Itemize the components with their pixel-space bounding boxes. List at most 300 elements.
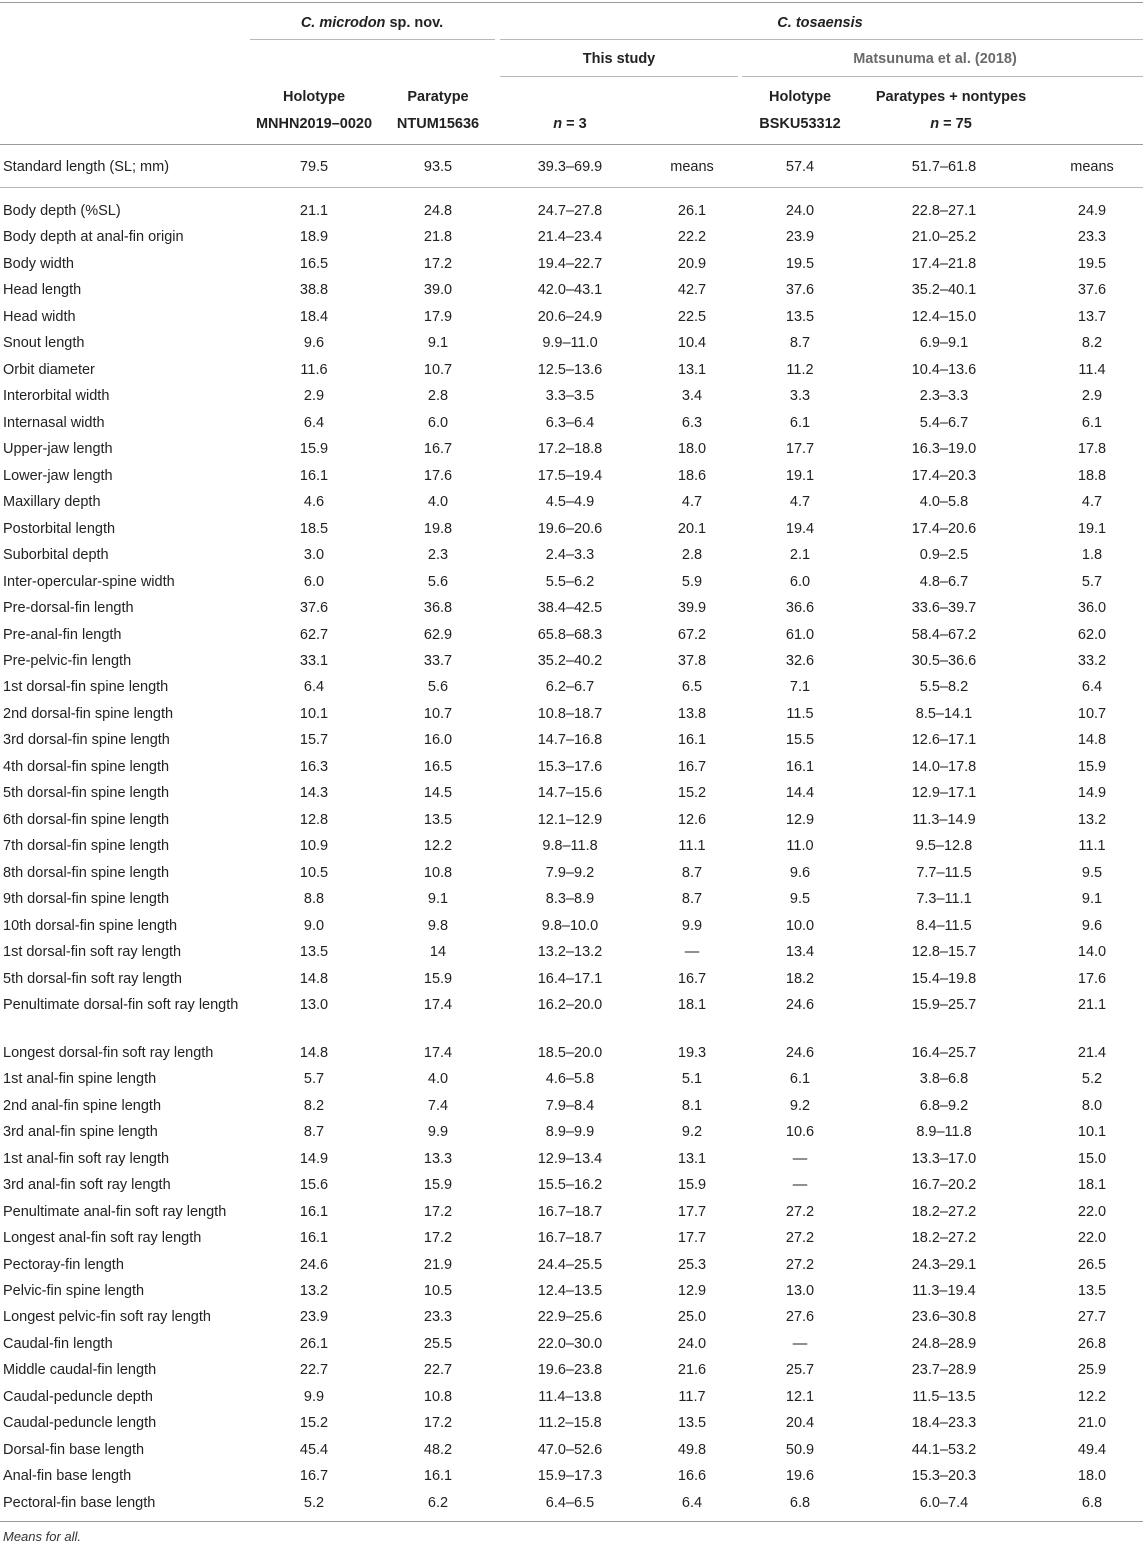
cell-this-study-mean: 12.6 (677, 812, 707, 828)
cell-paratypes-mean: 17.8 (1077, 441, 1107, 457)
cell-holotype-b: 12.9 (785, 812, 815, 828)
cell-this-study-mean: 9.9 (681, 918, 703, 934)
cell-holotype-a: 15.9 (299, 441, 329, 457)
cell-holotype-b: 13.4 (785, 944, 815, 960)
table-row (0, 889, 1143, 915)
cell-this-study-range: 3.3–3.5 (545, 388, 595, 404)
table-row (0, 863, 1143, 889)
cell-paratypes-range: 51.7–61.8 (911, 159, 977, 175)
table-row (0, 1387, 1143, 1413)
cell-this-study-range: 9.9–11.0 (542, 335, 598, 351)
table-bottom-rule (0, 1521, 1143, 1522)
row-label: Caudal-fin length (3, 1336, 113, 1352)
cell-paratype: 10.5 (423, 1283, 453, 1299)
cell-holotype-a: 62.7 (299, 627, 329, 643)
cell-paratype: 17.2 (423, 256, 453, 272)
cell-holotype-b: 24.0 (785, 203, 815, 219)
row-label: Pectoray-fin length (3, 1257, 124, 1273)
cell-paratypes-range: 23.6–30.8 (911, 1309, 977, 1325)
table-row (0, 1466, 1143, 1492)
table-row (0, 1440, 1143, 1466)
cell-holotype-a: 22.7 (299, 1362, 329, 1378)
cell-paratype: 5.6 (427, 574, 449, 590)
cell-paratypes-range: 8.9–11.8 (916, 1124, 972, 1140)
cell-this-study-range: 6.3–6.4 (545, 415, 595, 431)
cell-this-study-range: 15.3–17.6 (537, 759, 603, 775)
cell-paratypes-mean: 22.0 (1077, 1230, 1107, 1246)
table-row (0, 995, 1143, 1021)
table-row (0, 1493, 1143, 1519)
cell-paratypes-range: 16.3–19.0 (911, 441, 977, 457)
cell-paratypes-mean: 21.0 (1077, 1415, 1107, 1431)
col-holotype-b-line1: Holotype (768, 89, 832, 105)
cell-holotype-b: 19.5 (785, 256, 815, 272)
table-row (0, 1334, 1143, 1360)
row-label: 3rd anal-fin spine length (3, 1124, 158, 1140)
row-label: 1st anal-fin spine length (3, 1071, 157, 1087)
cell-paratype: 13.5 (423, 812, 453, 828)
row-label: Maxillary depth (3, 494, 101, 510)
table-row (0, 307, 1143, 333)
col-paratype-line2: NTUM15636 (396, 116, 480, 132)
row-label: 3rd dorsal-fin spine length (3, 732, 170, 748)
cell-holotype-b: 9.2 (789, 1098, 811, 1114)
cell-paratypes-range: 3.8–6.8 (919, 1071, 969, 1087)
cell-this-study-range: 8.3–8.9 (545, 891, 595, 907)
cell-this-study-range: 15.5–16.2 (537, 1177, 603, 1193)
table-row (0, 1122, 1143, 1148)
cell-paratypes-mean: 21.4 (1077, 1045, 1107, 1061)
cell-paratypes-mean: 10.7 (1077, 706, 1107, 722)
table-row (0, 1043, 1143, 1069)
cell-paratype: 10.7 (423, 706, 453, 722)
cell-paratype: 15.9 (423, 1177, 453, 1193)
cell-paratype: 12.2 (423, 838, 453, 854)
cell-paratype: 17.4 (423, 997, 453, 1013)
cell-holotype-b: 6.1 (789, 415, 811, 431)
cell-this-study-mean: 21.6 (677, 1362, 707, 1378)
cell-paratypes-range: 4.8–6.7 (919, 574, 969, 590)
table-row (0, 730, 1143, 756)
cell-holotype-b: 13.0 (785, 1283, 815, 1299)
cell-paratype: 15.9 (423, 971, 453, 987)
cell-this-study-range: 6.2–6.7 (545, 679, 595, 695)
row-label: Body width (3, 256, 74, 272)
cell-holotype-a: 16.1 (299, 1204, 329, 1220)
cell-this-study-mean: 6.4 (681, 1495, 703, 1511)
table-row (0, 783, 1143, 809)
cell-paratypes-range: 9.5–12.8 (915, 838, 973, 854)
table-row (0, 413, 1143, 439)
cell-paratypes-mean: 5.7 (1081, 574, 1103, 590)
cell-paratypes-mean: 14.8 (1077, 732, 1107, 748)
cell-this-study-range: 24.7–27.8 (537, 203, 603, 219)
cell-holotype-b: 10.0 (785, 918, 815, 934)
table-row (0, 1281, 1143, 1307)
cell-paratype: 10.8 (423, 865, 453, 881)
cell-this-study-range: 4.6–5.8 (545, 1071, 595, 1087)
cell-holotype-b: 37.6 (785, 282, 815, 298)
group-header-c-microdon: C. microdon sp. nov. (300, 15, 444, 31)
cell-paratypes-mean: 26.8 (1077, 1336, 1107, 1352)
row-label: Pelvic-fin spine length (3, 1283, 145, 1299)
cell-this-study-mean: 15.9 (677, 1177, 707, 1193)
row-label: 6th dorsal-fin spine length (3, 812, 170, 828)
row-label: 1st dorsal-fin soft ray length (3, 944, 182, 960)
cell-paratype: 9.8 (427, 918, 449, 934)
row-label: Middle caudal-fin length (3, 1362, 157, 1378)
cell-paratypes-range: 2.3–3.3 (919, 388, 969, 404)
cell-paratypes-range: 17.4–20.6 (911, 521, 977, 537)
cell-holotype-b: 2.1 (789, 547, 811, 563)
row-label: 7th dorsal-fin spine length (3, 838, 170, 854)
cell-this-study-mean: 22.5 (677, 309, 707, 325)
cell-this-study-mean: 16.1 (677, 732, 707, 748)
cell-paratypes-mean: 18.8 (1077, 468, 1107, 484)
row-label: Caudal-peduncle length (3, 1415, 157, 1431)
cell-paratypes-mean: 9.1 (1081, 891, 1103, 907)
cell-this-study-mean: 10.4 (677, 335, 707, 351)
cell-paratype: 62.9 (423, 627, 453, 643)
cell-holotype-a: 8.2 (303, 1098, 325, 1114)
cell-paratype: 36.8 (423, 600, 453, 616)
cell-paratypes-mean: 11.1 (1078, 838, 1106, 854)
cell-paratypes-range: 22.8–27.1 (911, 203, 977, 219)
cell-paratype: 16.1 (423, 1468, 453, 1484)
cell-holotype-b: 8.7 (789, 335, 811, 351)
cell-paratypes-range: 18.2–27.2 (911, 1230, 977, 1246)
cell-paratypes-range: 24.3–29.1 (911, 1257, 977, 1273)
cell-holotype-b: 36.6 (785, 600, 815, 616)
row-label: Orbit diameter (3, 362, 95, 378)
row-label: Standard length (SL; mm) (3, 159, 170, 175)
cell-holotype-b: 25.7 (785, 1362, 815, 1378)
cell-paratype: 7.4 (427, 1098, 449, 1114)
row-label: Dorsal-fin base length (3, 1442, 145, 1458)
cell-paratypes-mean: 25.9 (1077, 1362, 1107, 1378)
group-header-c-tosaensis: C. tosaensis (777, 15, 863, 31)
cell-paratypes-mean: 33.2 (1077, 653, 1107, 669)
table-row (0, 1202, 1143, 1228)
cell-paratypes-range: 14.0–17.8 (911, 759, 977, 775)
cell-paratypes-range: 0.9–2.5 (919, 547, 969, 563)
subheader-this-study: This study (582, 51, 656, 67)
cell-this-study-range: 6.4–6.5 (545, 1495, 595, 1511)
cell-paratypes-mean: 5.2 (1081, 1071, 1103, 1087)
cell-holotype-a: 23.9 (299, 1309, 329, 1325)
cell-this-study-mean: 3.4 (681, 388, 703, 404)
cell-this-study-mean: 16.7 (677, 759, 707, 775)
cell-this-study-mean: 17.7 (677, 1204, 707, 1220)
cell-holotype-b: 6.1 (789, 1071, 811, 1087)
cell-paratypes-mean: 9.6 (1081, 918, 1103, 934)
cell-paratypes-range: 10.4–13.6 (911, 362, 977, 378)
cell-holotype-b: 18.2 (785, 971, 815, 987)
cell-holotype-a: 38.8 (299, 282, 329, 298)
cell-this-study-mean: 11.7 (678, 1389, 706, 1405)
row-label: Head length (3, 282, 82, 298)
cell-paratypes-mean: 13.5 (1077, 1283, 1107, 1299)
cell-holotype-b: 27.2 (785, 1257, 815, 1273)
cell-holotype-a: 5.2 (303, 1495, 325, 1511)
cell-holotype-a: 6.4 (303, 679, 325, 695)
cell-paratypes-range: 6.8–9.2 (919, 1098, 969, 1114)
row-label: Caudal-peduncle depth (3, 1389, 153, 1405)
cell-this-study-mean: 67.2 (677, 627, 707, 643)
cell-paratypes-range: 12.4–15.0 (911, 309, 977, 325)
cell-this-study-range: 17.5–19.4 (537, 468, 603, 484)
cell-this-study-range: 24.4–25.5 (537, 1257, 603, 1273)
cell-holotype-a: 14.9 (299, 1151, 329, 1167)
cell-holotype-b: 6.8 (789, 1495, 811, 1511)
cell-paratype: 5.6 (427, 679, 449, 695)
cell-this-study-range: 11.2–15.8 (538, 1415, 602, 1431)
cell-this-study-mean: 13.1 (677, 1151, 707, 1167)
cell-holotype-a: 18.4 (299, 309, 329, 325)
cell-holotype-a: 5.7 (303, 1071, 325, 1087)
cell-this-study-mean: 4.7 (681, 494, 703, 510)
cell-paratypes-mean: 27.7 (1077, 1309, 1107, 1325)
cell-holotype-a: 33.1 (299, 653, 329, 669)
row-label: Lower-jaw length (3, 468, 113, 484)
cell-this-study-range: 18.5–20.0 (537, 1045, 603, 1061)
table-row (0, 916, 1143, 942)
cell-this-study-range: 47.0–52.6 (537, 1442, 603, 1458)
row-label: Pre-anal-fin length (3, 627, 122, 643)
table-row (0, 1228, 1143, 1254)
cell-this-study-mean: 49.8 (677, 1442, 707, 1458)
cell-paratypes-range: 4.0–5.8 (919, 494, 969, 510)
cell-this-study-range: 2.4–3.3 (545, 547, 595, 563)
cell-holotype-b: 32.6 (785, 653, 815, 669)
cell-holotype-a: 8.8 (303, 891, 325, 907)
cell-paratype: 19.8 (423, 521, 453, 537)
table-row (0, 969, 1143, 995)
cell-holotype-a: 6.4 (303, 415, 325, 431)
cell-paratypes-range: 12.9–17.1 (911, 785, 977, 801)
cell-paratype: 24.8 (423, 203, 453, 219)
cell-paratypes-range: 5.4–6.7 (919, 415, 969, 431)
cell-holotype-a: 16.1 (299, 468, 329, 484)
cell-this-study-mean: 8.7 (681, 865, 703, 881)
cell-this-study-range: 38.4–42.5 (537, 600, 603, 616)
cell-holotype-b: 23.9 (785, 229, 815, 245)
cell-this-study-mean: 6.5 (681, 679, 703, 695)
cell-paratypes-mean: 37.6 (1077, 282, 1107, 298)
cell-paratypes-mean: 36.0 (1077, 600, 1107, 616)
cell-paratypes-mean: 19.5 (1077, 256, 1107, 272)
cell-this-study-mean: — (684, 944, 700, 960)
cell-holotype-b: 24.6 (785, 997, 815, 1013)
row-label: Upper-jaw length (3, 441, 113, 457)
row-label: Pre-pelvic-fin length (3, 653, 132, 669)
cell-this-study-range: 16.4–17.1 (537, 971, 603, 987)
table-row (0, 1175, 1143, 1201)
cell-paratype: 17.2 (423, 1204, 453, 1220)
table-row (0, 280, 1143, 306)
cell-holotype-b: — (792, 1177, 808, 1193)
cell-holotype-a: 16.3 (299, 759, 329, 775)
cell-paratypes-mean: 14.9 (1077, 785, 1107, 801)
cell-paratypes-mean: 21.1 (1077, 997, 1107, 1013)
row-label: Pre-dorsal-fin length (3, 600, 134, 616)
cell-holotype-a: 24.6 (299, 1257, 329, 1273)
cell-holotype-a: 6.0 (303, 574, 325, 590)
cell-paratype: 6.2 (427, 1495, 449, 1511)
row-label: 4th dorsal-fin spine length (3, 759, 170, 775)
cell-holotype-b: 6.0 (789, 574, 811, 590)
row-label: Body depth (%SL) (3, 203, 121, 219)
cell-holotype-a: 10.9 (299, 838, 329, 854)
col-holotype-a-line2: MNHN2019–0020 (255, 116, 373, 132)
cell-holotype-b: 11.0 (786, 838, 814, 854)
cell-holotype-b: 61.0 (785, 627, 815, 643)
cell-this-study-mean: 16.6 (677, 1468, 707, 1484)
cell-holotype-a: 12.8 (299, 812, 329, 828)
cell-holotype-a: 9.0 (303, 918, 325, 934)
table-row (0, 572, 1143, 598)
cell-this-study-range: 22.0–30.0 (537, 1336, 603, 1352)
table-row (0, 836, 1143, 862)
cell-holotype-b: 12.1 (785, 1389, 815, 1405)
table-row (0, 598, 1143, 624)
table-row (0, 677, 1143, 703)
cell-holotype-b: 20.4 (785, 1415, 815, 1431)
cell-this-study-mean: 25.3 (677, 1257, 707, 1273)
col-paratypes-line1: Paratypes + nontypes (875, 89, 1027, 105)
col-this-study-n: n = 3 (553, 116, 587, 132)
cell-this-study-range: 19.4–22.7 (537, 256, 603, 272)
cell-this-study-mean: 42.7 (677, 282, 707, 298)
cell-paratype: 21.8 (423, 229, 453, 245)
cell-this-study-range: 16.7–18.7 (537, 1230, 603, 1246)
cell-paratypes-mean: 11.4 (1078, 362, 1106, 378)
cell-holotype-b: 27.2 (785, 1204, 815, 1220)
row-label: Pectoral-fin base length (3, 1495, 156, 1511)
table-row (0, 1360, 1143, 1386)
cell-this-study-range: 16.7–18.7 (537, 1204, 603, 1220)
cell-holotype-b: 10.6 (785, 1124, 815, 1140)
cell-holotype-b: 15.5 (785, 732, 815, 748)
cell-holotype-a: 10.5 (299, 865, 329, 881)
cell-paratype: 17.2 (423, 1230, 453, 1246)
cell-paratypes-mean: 24.9 (1077, 203, 1107, 219)
cell-paratype: 21.9 (423, 1257, 453, 1273)
row-label: 2nd dorsal-fin spine length (3, 706, 174, 722)
cell-this-study-mean: 18.0 (677, 441, 707, 457)
cell-paratypes-range: 17.4–20.3 (911, 468, 977, 484)
cell-this-study-range: 7.9–8.4 (545, 1098, 595, 1114)
cell-this-study-range: 19.6–23.8 (537, 1362, 603, 1378)
cell-this-study-mean: 18.6 (677, 468, 707, 484)
row-label: 3rd anal-fin soft ray length (3, 1177, 171, 1193)
row-label: 8th dorsal-fin spine length (3, 865, 170, 881)
cell-this-study-mean: 13.1 (677, 362, 707, 378)
cell-this-study-range: 39.3–69.9 (537, 159, 603, 175)
cell-paratype: 4.0 (427, 1071, 449, 1087)
cell-this-study-mean: 8.1 (681, 1098, 703, 1114)
cell-paratypes-mean: 13.7 (1077, 309, 1107, 325)
row-label: Snout length (3, 335, 85, 351)
cell-paratype: 9.1 (427, 335, 449, 351)
cell-this-study-mean: 8.7 (681, 891, 703, 907)
cell-this-study-range: 5.5–6.2 (545, 574, 595, 590)
cell-paratypes-range: 30.5–36.6 (911, 653, 977, 669)
cell-this-study-range: 10.8–18.7 (537, 706, 603, 722)
row-label: Inter-opercular-spine width (3, 574, 175, 590)
cell-paratypes-mean: 62.0 (1077, 627, 1107, 643)
row-label: Penultimate anal-fin soft ray length (3, 1204, 227, 1220)
cell-this-study-mean: 13.8 (677, 706, 707, 722)
cell-this-study-range: 14.7–15.6 (537, 785, 603, 801)
cell-holotype-b: 24.6 (785, 1045, 815, 1061)
row-label: Longest anal-fin soft ray length (3, 1230, 202, 1246)
table-row (0, 651, 1143, 677)
cell-this-study-mean: means (670, 159, 714, 175)
cell-holotype-a: 8.7 (303, 1124, 325, 1140)
cell-paratypes-range: 11.5–13.5 (912, 1389, 976, 1405)
table-row (0, 810, 1143, 836)
table-row (0, 625, 1143, 651)
cell-holotype-a: 2.9 (303, 388, 325, 404)
cell-holotype-a: 13.5 (299, 944, 329, 960)
table-row (0, 466, 1143, 492)
table-row (0, 254, 1143, 280)
table-footnote: Means for all. (3, 1529, 82, 1544)
cell-paratypes-range: 24.8–28.9 (911, 1336, 977, 1352)
cell-this-study-range: 12.4–13.5 (537, 1283, 603, 1299)
cell-paratype: 2.8 (427, 388, 449, 404)
cell-holotype-a: 15.2 (299, 1415, 329, 1431)
table-row (0, 545, 1143, 571)
row-label: Anal-fin base length (3, 1468, 132, 1484)
cell-paratype: 2.3 (427, 547, 449, 563)
cell-paratype: 23.3 (423, 1309, 453, 1325)
cell-paratypes-range: 16.7–20.2 (911, 1177, 977, 1193)
table-row (0, 1096, 1143, 1122)
cell-paratypes-range: 11.3–14.9 (912, 812, 976, 828)
cell-paratypes-range: 12.8–15.7 (911, 944, 977, 960)
row-label: Suborbital depth (3, 547, 109, 563)
cell-paratypes-range: 15.4–19.8 (911, 971, 977, 987)
cell-paratype: 39.0 (423, 282, 453, 298)
cell-holotype-b: 19.6 (785, 1468, 815, 1484)
table-row (0, 704, 1143, 730)
cell-paratypes-range: 13.3–17.0 (911, 1151, 977, 1167)
cell-paratype: 17.9 (423, 309, 453, 325)
cell-this-study-range: 20.6–24.9 (537, 309, 603, 325)
cell-paratypes-mean: 8.2 (1081, 335, 1103, 351)
cell-paratypes-mean: 18.0 (1077, 1468, 1107, 1484)
row-label: 5th dorsal-fin spine length (3, 785, 170, 801)
cell-paratype: 14 (429, 944, 447, 960)
cell-paratype: 25.5 (423, 1336, 453, 1352)
cell-paratypes-mean: 2.9 (1081, 388, 1103, 404)
cell-paratypes-range: 11.3–19.4 (912, 1283, 976, 1299)
cell-paratypes-mean: 6.1 (1081, 415, 1103, 431)
cell-this-study-mean: 5.1 (681, 1071, 703, 1087)
table-row (0, 1069, 1143, 1095)
cell-this-study-mean: 13.5 (677, 1415, 707, 1431)
cell-holotype-a: 15.7 (299, 732, 329, 748)
cell-this-study-range: 11.4–13.8 (538, 1389, 602, 1405)
cell-this-study-mean: 26.1 (677, 203, 707, 219)
cell-this-study-mean: 25.0 (677, 1309, 707, 1325)
cell-paratypes-mean: 19.1 (1077, 521, 1107, 537)
cell-paratypes-mean: 8.0 (1081, 1098, 1103, 1114)
cell-this-study-range: 4.5–4.9 (545, 494, 595, 510)
cell-paratypes-range: 23.7–28.9 (911, 1362, 977, 1378)
